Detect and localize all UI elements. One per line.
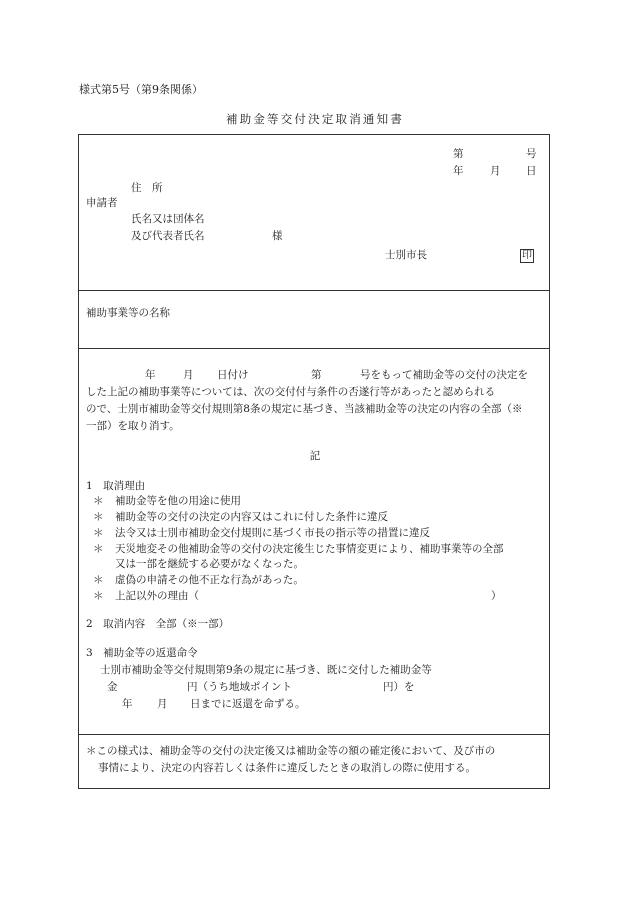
deadline-month: 月 [157, 698, 168, 710]
deadline-year: 年 [122, 698, 133, 710]
footnote-line-2: 事情により、決定の内容若しくは条件に違反したときの取消しの際に使用する。 [98, 762, 476, 774]
number-prefix: 第 [453, 148, 464, 160]
amount-label: 金 [107, 681, 118, 693]
body-date-day: 日付け [217, 369, 249, 381]
address-label: 住 所 [131, 182, 163, 194]
body-section [78, 348, 550, 735]
name-label: 氏名又は団体名 [131, 213, 205, 225]
footnote-section [78, 734, 550, 789]
date-year: 年 [453, 165, 464, 177]
body-line-3: ので、士別市補助金等交付規則第8条の規定に基づき、当該補助金等の決定の内容の全部（※ [86, 403, 523, 415]
section-2-heading: 2 取消内容 全部（※一部） [86, 618, 230, 630]
reason-item: ＊ 虚偽の申請その他不正な行為があった。 [93, 574, 304, 586]
reason-item-continuation: 又は一部を継続する必要がなくなった。 [115, 558, 304, 570]
body-date-year: 年 [145, 369, 156, 381]
reason-item: ＊ 補助金等を他の用途に使用 [93, 495, 241, 507]
date-month: 月 [490, 165, 501, 177]
reason-close-paren: ） [491, 590, 502, 602]
seal-mark: 印 [522, 250, 532, 261]
honorific: 様 [272, 230, 283, 242]
section-1-heading: 1 取消理由 [86, 480, 146, 492]
reason-item: ＊ 天災地変その他補助金等の交付の決定後生じた事情変更により、補助事業等の全部 [93, 543, 504, 555]
section-3-heading: 3 補助金等の返還命令 [86, 647, 198, 659]
yen-close: 円）を [383, 681, 415, 693]
document-title: 補助金等交付決定取消通知書 [225, 112, 405, 126]
representative-label: 及び代表者氏名 [131, 230, 205, 242]
body-number-suffix: 号をもって補助金等の交付の決定を [360, 369, 528, 381]
applicant-label: 申請者 [86, 197, 118, 209]
ki-heading: 記 [309, 450, 321, 462]
mayor-title: 士別市長 [385, 249, 427, 261]
body-date-month: 月 [183, 369, 194, 381]
project-name-label: 補助事業等の名称 [86, 307, 170, 319]
number-suffix: 号 [526, 148, 537, 160]
yen-open: 円（うち地域ポイント [187, 681, 292, 693]
body-number-prefix: 第 [311, 369, 322, 381]
body-line-2: した上記の補助事業等については、次の交付付与条件の否遂行等があったと認められる [86, 386, 496, 398]
reason-item: ＊ 上記以外の理由（ [93, 590, 199, 602]
reason-item: ＊ 補助金等の交付の決定の内容又はこれに付した条件に違反 [93, 511, 388, 523]
reason-item: ＊ 法令又は士別市補助金交付規則に基づく市長の指示等の措置に違反 [93, 527, 430, 539]
date-day: 日 [526, 165, 537, 177]
header-section [78, 134, 550, 291]
deadline-text: 日までに返還を命ずる。 [190, 698, 306, 710]
project-name-section [78, 290, 550, 349]
body-line-4: 一部）を取り消す。 [86, 420, 180, 432]
form-number-label: 様式第5号（第9条関係） [79, 83, 203, 96]
section-3-line-1: 士別市補助金等交付規則第9条の規定に基づき、既に交付した補助金等 [100, 664, 432, 676]
footnote-line-1: ＊この様式は、補助金等の交付の決定後又は補助金等の額の確定後において、及び市の [86, 745, 496, 757]
